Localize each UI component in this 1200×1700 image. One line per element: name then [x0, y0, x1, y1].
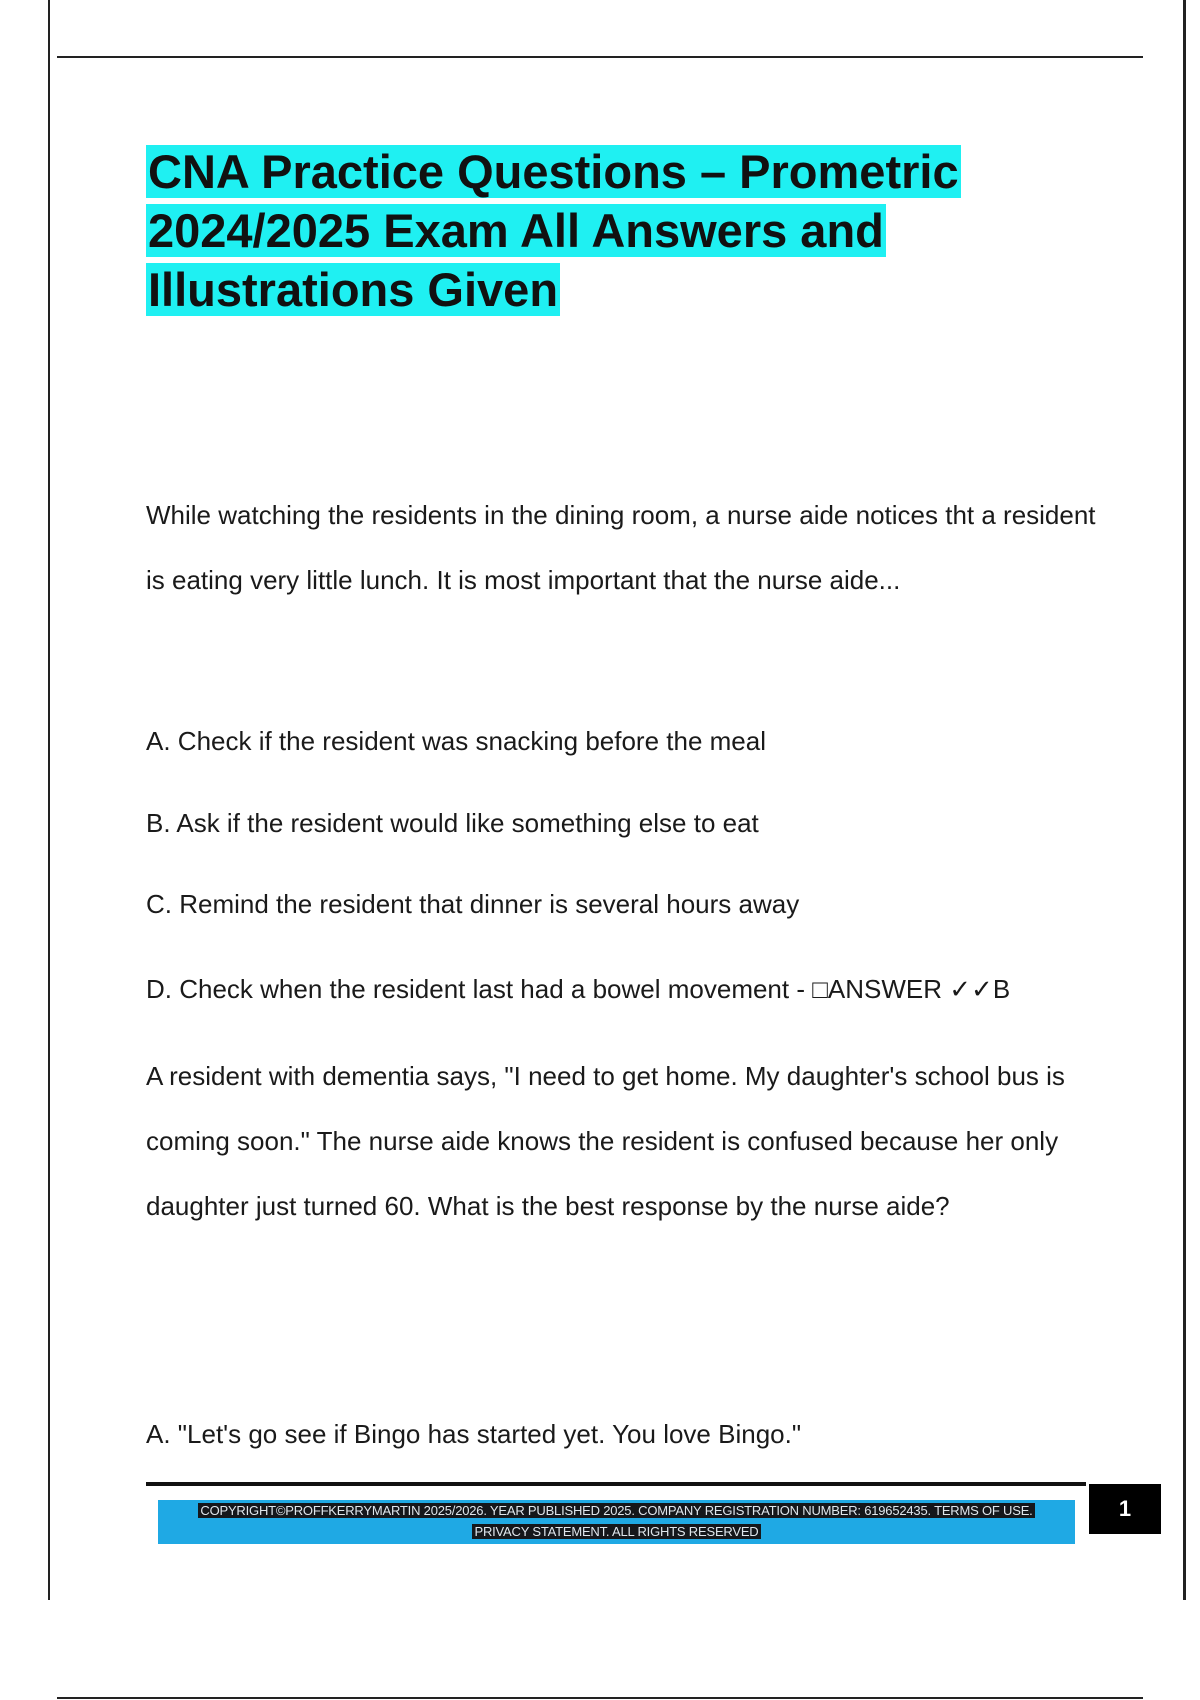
- question-1-prompt: While watching the residents in the dining room, a nurse aide notices tht a resident is eating very little lunch. It is most important that the nurse aide...: [146, 500, 1096, 595]
- question-1-option-c: C. Remind the resident that dinner is several hours away: [146, 889, 800, 919]
- copyright-line-2: PRIVACY STATEMENT. ALL RIGHTS RESERVED: [474, 1524, 759, 1539]
- page-number: 1: [1089, 1484, 1161, 1534]
- question-1-option-b: B. Ask if the resident would like something else to eat: [146, 808, 759, 838]
- copyright-footer: [158, 1500, 1075, 1544]
- header-rule: [57, 56, 1143, 58]
- copyright-line-1: COPYRIGHT©PROFFKERRYMARTIN 2025/2026. YEAR PUBLISHED 2025. COMPANY REGISTRATION NUMBER: 619652435. TERMS OF USE.: [200, 1503, 1033, 1518]
- next-page-rule: [57, 1697, 1143, 1699]
- footer-rule: [146, 1482, 1086, 1486]
- question-1-option-a: A. Check if the resident was snacking before the meal: [146, 726, 766, 756]
- question-2-option-a: A. "Let's go see if Bingo has started yet. You love Bingo.": [146, 1419, 802, 1449]
- question-1-option-d-answer: D. Check when the resident last had a bowel movement - □ANSWER ✓✓B: [146, 974, 1011, 1004]
- page-right-border: [1183, 0, 1186, 1600]
- document-title-highlight: CNA Practice Questions – Prometric 2024/2025 Exam All Answers and Illustrations Given: [148, 145, 959, 316]
- document-title: [146, 142, 1066, 319]
- page-left-border: [48, 0, 50, 1600]
- question-2-prompt: A resident with dementia says, "I need to get home. My daughter's school bus is coming soon." The nurse aide knows the resident is confused because her only daughter just turned 60. What is the best response by the nurse aide?: [146, 1061, 1065, 1221]
